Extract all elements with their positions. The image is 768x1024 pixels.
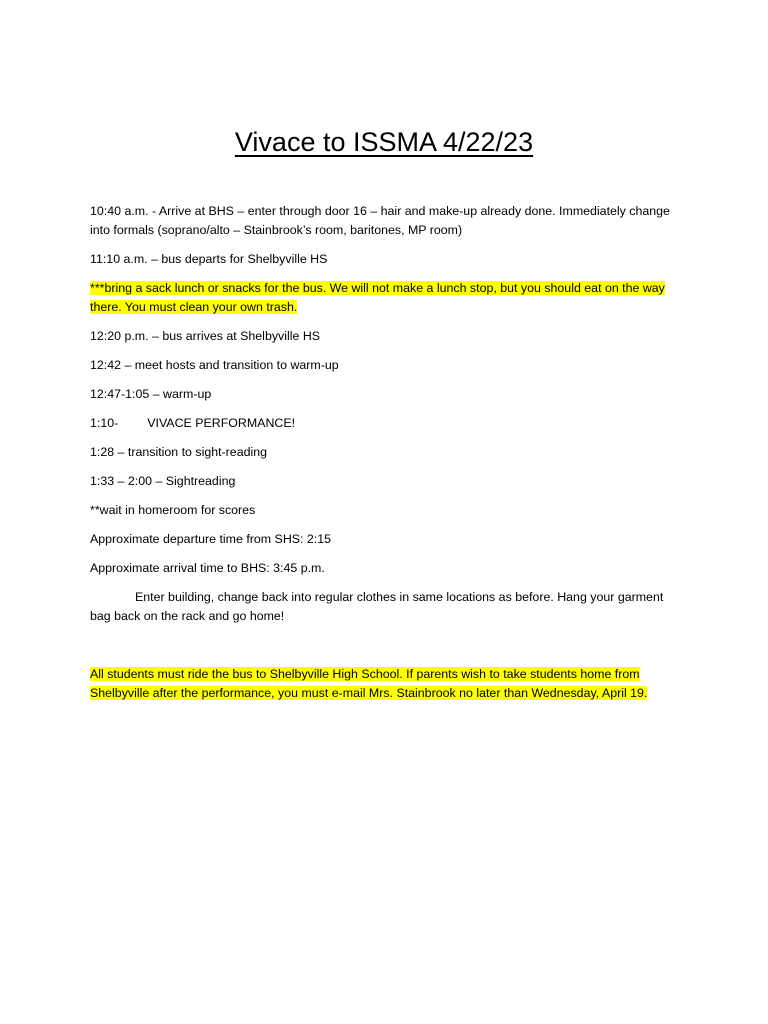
schedule-item-transition-sight-reading: 1:28 – transition to sight-reading (90, 445, 268, 459)
schedule-item-sightreading: 1:33 – 2:00 – Sightreading (90, 474, 236, 488)
schedule-item-performance (90, 414, 685, 433)
lunch-note (90, 279, 685, 317)
closing-instructions (90, 588, 685, 626)
performance-label: VIVACE PERFORMANCE! (147, 416, 296, 430)
departure-time: Approximate departure time from SHS: 2:15 (90, 532, 332, 546)
scores-note: **wait in homeroom for scores (90, 503, 256, 517)
arrival-time: Approximate arrival time to BHS: 3:45 p.m. (90, 561, 325, 575)
schedule-item-warm-up: 12:47-1:05 – warm-up (90, 387, 212, 401)
bus-notice (90, 665, 685, 703)
schedule-item-meet-hosts: 12:42 – meet hosts and transition to warm-up (90, 358, 339, 372)
document-body (90, 202, 685, 713)
schedule-item-bus-departs: 11:10 a.m. – bus departs for Shelbyville HS (90, 252, 328, 266)
schedule-item-bus-arrives: 12:20 p.m. – bus arrives at Shelbyville HS (90, 329, 321, 343)
bus-notice-highlight: All students must ride the bus to Shelbyville High School. If parents wish to take students home from Shelbyville after the performance, you must e-mail Mrs. Stainbrook no later than Wednesday, April 19. (90, 667, 648, 700)
lunch-note-highlight: ***bring a sack lunch or snacks for the bus. We will not make a lunch stop, but you should eat on the way there. You must clean your own trash. (90, 281, 665, 314)
performance-time: 1:10- (90, 416, 119, 430)
closing-instructions-text: Enter building, change back into regular clothes in same locations as before. Hang your garment bag back on the rack and go home! (90, 590, 664, 623)
document-title: Vivace to ISSMA 4/22/23 (234, 127, 534, 157)
schedule-item-arrive-bhs: 10:40 a.m. - Arrive at BHS – enter through door 16 – hair and make-up already done. Immediately change into formals (soprano/alto – Stainbrook’s room, baritones, MP room) (90, 204, 670, 237)
